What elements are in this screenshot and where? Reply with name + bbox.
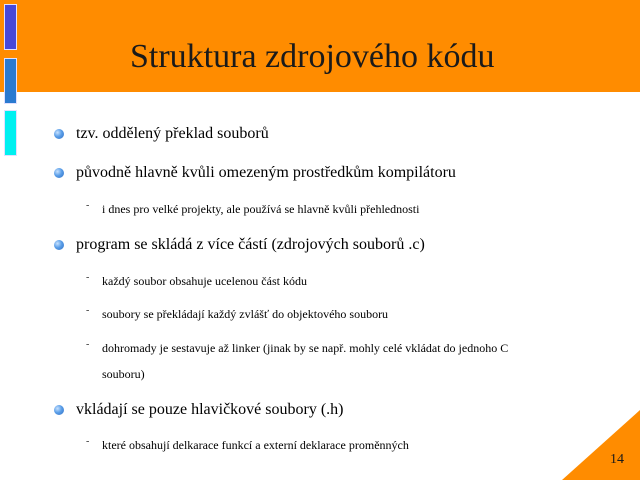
bullet-item: tzv. oddělený překlad souborů xyxy=(76,125,269,142)
bullet-icon xyxy=(54,168,64,178)
page-number: 14 xyxy=(610,452,624,467)
bullet-item: program se skládá z více částí (zdrojových souborů .c) xyxy=(76,236,425,253)
slide-title: Struktura zdrojového kódu xyxy=(130,38,495,75)
decorative-bar-cyan xyxy=(4,110,17,156)
decorative-bar-blue xyxy=(4,4,17,50)
sub-bullet-item: dohromady je sestavuje až linker (jinak by se např. mohly celé vkládat do jednoho C xyxy=(102,341,509,355)
bullet-item: původně hlavně kvůli omezeným prostředkům kompilátoru xyxy=(76,164,456,181)
bullet-icon xyxy=(54,405,64,415)
bullet-item: vkládají se pouze hlavičkové soubory (.h) xyxy=(76,401,344,418)
dash-icon: - xyxy=(86,200,90,211)
sub-bullet-item: každý soubor obsahuje ucelenou část kódu xyxy=(102,274,307,288)
bullet-icon xyxy=(54,240,64,250)
sub-bullet-continuation: souboru) xyxy=(102,367,145,381)
decorative-bar-mid-blue xyxy=(4,58,17,104)
corner-decoration xyxy=(562,410,640,480)
bullet-icon xyxy=(54,129,64,139)
dash-icon: - xyxy=(86,436,90,447)
sub-bullet-item: i dnes pro velké projekty, ale používá se hlavně kvůli přehlednosti xyxy=(102,202,420,216)
sub-bullet-item: soubory se překládají každý zvlášť do objektového souboru xyxy=(102,307,389,321)
sub-bullet-item: které obsahují delkarace funkcí a externí deklarace proměnných xyxy=(102,438,409,452)
dash-icon: - xyxy=(86,339,90,350)
dash-icon: - xyxy=(86,305,90,316)
dash-icon: - xyxy=(86,272,90,283)
